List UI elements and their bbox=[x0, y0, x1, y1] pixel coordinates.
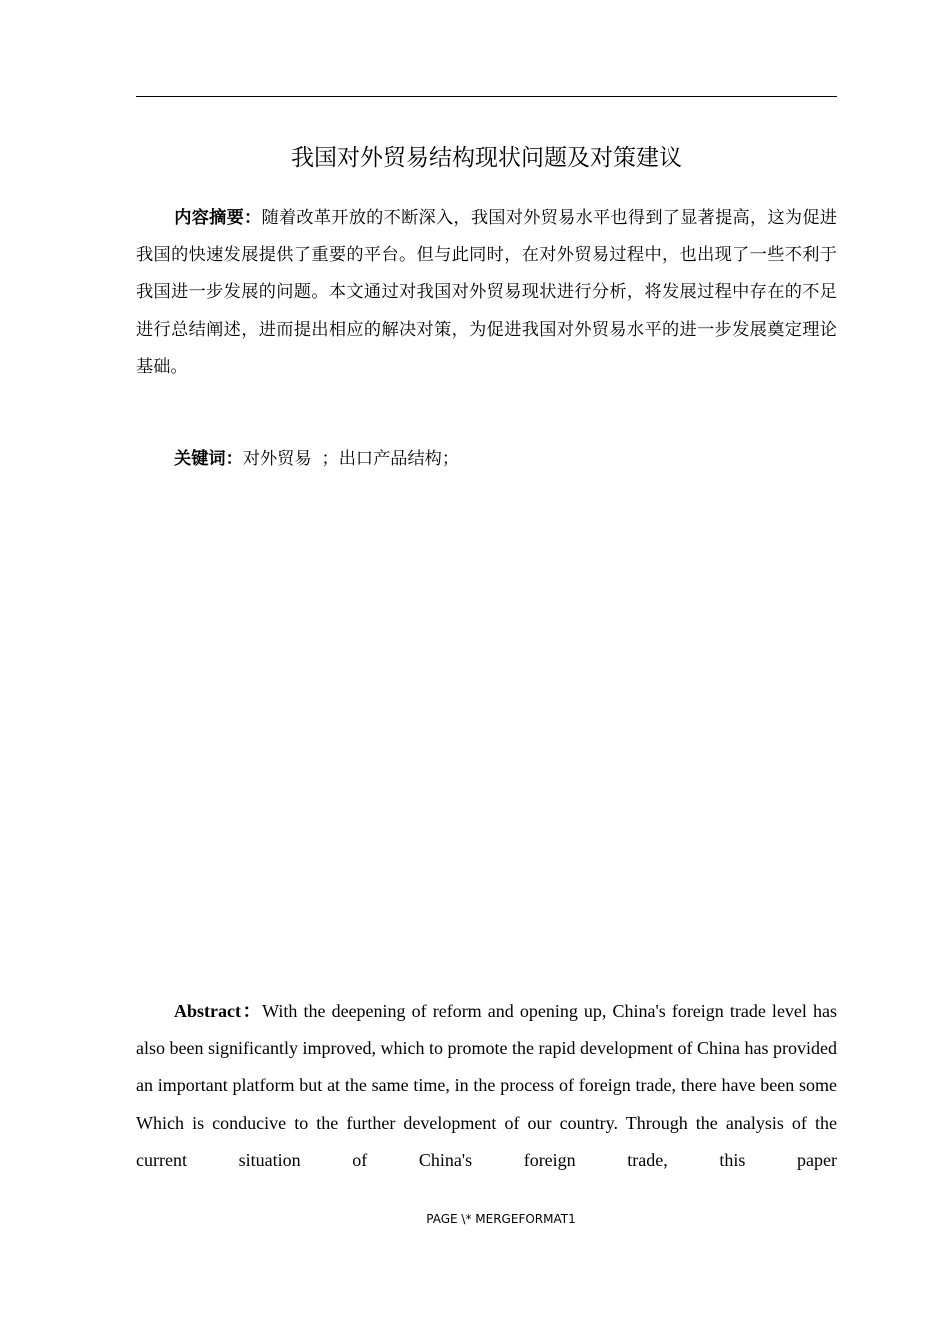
header-rule bbox=[136, 96, 837, 97]
keyword-item: ；出口产品结构； bbox=[321, 449, 460, 469]
chinese-abstract bbox=[136, 200, 837, 386]
document-title: 我国对外贸易结构现状问题及对策建议 bbox=[291, 145, 682, 171]
chinese-abstract-text: 随着改革开放的不断深入，我国对外贸易水平也得到了显著提高，这为促进我国的快速发展提供了重要的平台。但与此同时，在对外贸易过程中，也出现了一些不利于我国进一步发展的问题。本文通过对我国对外贸易现状进行分析，将发展过程中存在的不足进行总结阐述，进而提出相应的解决对策，为促进我国对外贸易水平的进一步发展奠定理论基础。 bbox=[136, 208, 837, 377]
english-abstract bbox=[136, 993, 837, 1179]
english-abstract-label: Abstract： bbox=[174, 1001, 263, 1021]
page-footer-field: PAGE \* MERGEFORMAT1 bbox=[426, 1212, 576, 1226]
keyword-item: 对外贸易 bbox=[242, 449, 312, 469]
keywords bbox=[136, 441, 837, 478]
english-abstract-text: With the deepening of reform and opening up, China's foreign trade level has also been significantly improved, which to promote the rapid development of China has provided an important platform but at the same time, in the process of foreign trade, there have been some Which is conducive to the further development of our country. Through the analysis of the current situation of China's foreign trade, this paper bbox=[136, 1001, 837, 1170]
keywords-label: 关键词： bbox=[174, 449, 243, 469]
chinese-abstract-label: 内容摘要： bbox=[174, 208, 262, 228]
